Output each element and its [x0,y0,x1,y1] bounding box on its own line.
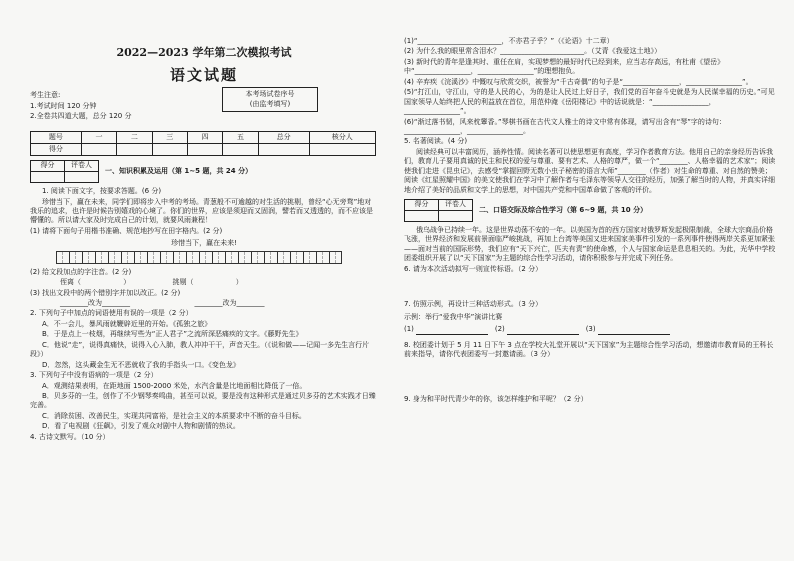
q9: 9. 身为和平时代青少年的你，该怎样维护和平呢？（2 分） [404,395,588,404]
score-cell[interactable] [187,144,222,156]
grid-cell[interactable] [225,251,238,264]
grid-cell[interactable] [212,251,225,264]
grid-cell[interactable] [264,251,277,264]
score-table [30,131,376,156]
grid-cell[interactable] [316,251,329,264]
grid-cell[interactable] [329,251,342,264]
grader-score-cell[interactable] [31,172,65,183]
grid-cell[interactable] [147,251,160,264]
score-header: 二 [117,132,152,144]
q5-body: 阅读经典可以丰富阅历，涵养性情。阅读名著可以使思想更有高度，学习作者教育方法。他用自己的亲身经历告诉我们，教育儿子要用真诚的民主和民权的爱与尊重、要有艺术、人格的尊严，做一个“________、人格幸福的艺术家”；阅读使我们走进《昆虫记》，去感受“掌握回野无数小虫子秘密的语言大师”________（作者）对生命的尊重、对自然的赞美；阅读《红星照耀中国》的美文使我们在学习中了解作者与毛泽东等领导人交往的经历，加强了解当时的人物，并真实详细地介绍了美好的品质和文学上的思想，对中国共产党和中国革命做了客观的评价。 [404,147,776,194]
q4-5: (5)“打江山，守江山，守的是人民的心，为的是让人民过上好日子，我们党的百年奋斗史就是为人民谋幸福的历史。”可见国家领导人始终把人民的利益放在首位，用范仲淹《岳阳楼记》中的话说就是：“________________，________________”。 [404,88,775,116]
q7: 7. 仿照示例，再设计三种活动形式。（3 分） [404,300,543,309]
q1-2-items [30,278,378,287]
q3-option-d: D．看了电视剧《狂飙》，引发了观众对剧中人物和剧情的热议。 [42,422,240,431]
q4-1: (1)“________________________，不亦君子乎？”（《论语》十二章） [404,37,614,45]
q7-blank-label: (2) [494,325,505,334]
grader-score-label: 得分 [405,200,439,211]
grader-reviewer-cell[interactable] [65,172,99,183]
grid-cell[interactable] [199,251,212,264]
score-header: 四 [187,132,222,144]
notice-label: 考生注意: [30,91,61,100]
q7-blank-2[interactable] [507,327,579,335]
q7-blank-label: (3) [585,325,596,334]
q1-3: (3) 找出文段中的两个错别字并加以改正。(2 分) [30,288,181,297]
score-header: 三 [152,132,187,144]
score-header: 一 [81,132,116,144]
score-cell[interactable] [223,144,258,156]
grid-cell[interactable] [134,251,147,264]
tianzige-grid[interactable] [56,251,378,264]
copy-sentence: 珍惜当下，赢在未来! [171,239,237,248]
section1-header [30,160,378,183]
score-cell[interactable] [152,144,187,156]
q7-blanks [404,325,778,334]
q7-example: 示例：举行“爱我中华”演讲比赛 [404,312,503,321]
notice-block [30,91,378,129]
section2-title: 二、口语交际及综合性学习（第 6~9 题，共 10 分） [479,205,648,214]
score-header: 五 [223,132,258,144]
grader-table [404,199,473,222]
score-cell[interactable] [309,144,375,156]
notice-item: 2.全卷共四道大题，总分 120 分 [30,111,132,120]
grid-cell[interactable] [277,251,290,264]
grid-cell[interactable] [251,251,264,264]
q4-4: (4) 辛弃疾《浣溪沙》中慨叹与欣赏交织，被誉为“千古奇偶”的句子是“________________，________________”。 [404,77,753,86]
score-cell[interactable] [81,144,116,156]
q8: 8. 校团委计划于 5 月 11 日下午 3 点在学校大礼堂开展以“天下国家”为主题综合性学习活动，想邀请市教育局的王科长前来指导，请你代表团委写一封邀请函。（3 分） [404,340,774,358]
grid-cell[interactable] [82,251,95,264]
q1-2-item: 侄离（ ） [60,278,131,287]
notice-item: 1.考试时间 120 分钟 [30,101,97,110]
grid-cell[interactable] [290,251,303,264]
grid-cell[interactable] [121,251,134,264]
grid-cell[interactable] [186,251,199,264]
exam-year-title: 2022—2023 学年第二次模拟考试 [116,46,292,59]
grid-cell[interactable] [173,251,186,264]
grid-cell[interactable] [95,251,108,264]
q1-passage: 珍惜当下，赢在未来，同学们即将步入中考的考场。青葱般不可逾越的对生活的挑剔，曾经“心无旁骛”地对我乐的追求，也许是时候告别嬉戏的心境了。你们的世界，应该是须迎而又固润，譬若而又透透的，而不应该是懵懂的。所以请大家及时完成自己的计划，就要风雨兼程！ [30,197,373,225]
q5-stem: 5. 名著阅读。(4 分) [404,137,468,146]
grader-reviewer-label: 评卷人 [65,161,99,172]
q1-3-item: ________改为________ [60,299,130,308]
score-header: 核分人 [309,132,375,144]
q2-option-c: C．他说“走”，说得真痛快，说得入心入肺，教人冲冲干干，声音天生。（《说和做——记闻一多先生言行片段》） [30,340,370,359]
q1-1: (1) 请将下面句子用楷书准确、规范地抄写在田字格内。(2 分) [30,226,223,235]
grid-cell[interactable] [56,251,69,264]
grid-cell[interactable] [108,251,121,264]
seat-number-box: 本考场试卷序号 (由监考填写) [222,87,318,112]
score-row-label: 得分 [31,144,82,156]
q3-option-c: C．消除贫困、改善民生，实现共同富裕，是社会主义的本质要求中不断的奋斗目标。 [42,411,306,420]
q1-3-items [30,299,378,308]
left-column [0,0,392,561]
q7-blank-1[interactable] [416,327,488,335]
q2-option-b: B．于是点上一枝烟，再继续写些为“正人君子”之流所深恶痛疾的文字。《藤野先生》 [42,330,303,339]
q4-3: (3) 新时代的青年是逢其时、重任在肩，实现梦想的最好时代已经到来，应当志存高远，有杜甫《望岳》中“________________，________________”的理想抱负。 [404,57,725,76]
grader-table [30,160,99,183]
q3-option-b: B．贝多芬的一生，创作了不少钢琴奏鸣曲，甚至可以说，要是没有这种形式是通过贝多芬的艺术实践才日臻完善。 [30,391,376,410]
q2-stem: 2. 下列句子中加点的词语使用有误的一项是（2 分） [30,309,193,318]
q1-2-item: 挑剔（ ） [172,278,243,287]
q6: 6. 请为本次活动拟写一则宣传标语。（2 分） [404,264,543,273]
grid-cell[interactable] [238,251,251,264]
q1-stem: 1. 阅读下面文字，按要求答题。(6 分) [42,187,162,196]
right-column [394,0,794,561]
grid-cell[interactable] [303,251,316,264]
score-cell[interactable] [258,144,309,156]
section1-title: 一、知识积累及运用（第 1~5 题，共 24 分） [105,166,253,175]
q2-option-d: D．忽然，这头藏金生无不恶就收了我的手指头一口。《变色龙》 [42,360,240,369]
q3-option-a: A．观测结果表明，在距地面 1500-2000 米处，水汽含量是比地面相比降低了一倍。 [42,381,307,390]
q4-stem: 4. 古诗文默写。（10 分） [30,432,110,441]
grader-reviewer-label: 评卷人 [439,200,473,211]
q1-2: (2) 给文段加点的字注音。(2 分) [30,267,132,276]
score-header: 总分 [258,132,309,144]
q7-blank-3[interactable] [598,327,670,335]
section2-header [404,199,778,222]
score-cell[interactable] [117,144,152,156]
grader-score-cell[interactable] [405,211,439,222]
grid-cell[interactable] [160,251,173,264]
q1-3-item: ________改为________ [194,299,265,308]
q4-2: (2) 为什么我的眼里常含泪水？________________________。（艾青《我爱这土地》） [404,47,662,56]
grader-score-label: 得分 [31,161,65,172]
grader-reviewer-cell[interactable] [439,211,473,222]
section2-passage: 俄乌战争已持续一年。这是世界动荡不安的一年。以美国为首的西方国家对俄罗斯发起极限制裁，全球大宗商品价格飞涨，世界经济和发展前景面临严峻挑战，再加上台湾等美国又进来国家美事件引发的一系列事件使得两岸关系更加紧张——面对当前的国际形势，我们应有“天下兴亡，匹夫有责”的使命感，个人与国家命运是息息相关的。为此，光华中学校团委组织开展了以“天下国家”为主题的综合性学习活动，请你积极参与并完成下列任务。 [404,226,776,263]
exam-subject-title: 语文试题 [169,65,238,84]
q2-option-a: A．不一会儿，暴风雨就鞭辟近里的开始。《孤独之旅》 [42,319,212,328]
score-header: 题号 [31,132,82,144]
q4-6: (6)“渐过落书韧，风来枕簟香。”琴棋书画在古代文人雅士的诗文中常有体现，请写出含有“琴”字的诗句：________________，________________。 [404,117,726,135]
q3-stem: 3. 下列句子中没有语病的一项是（2 分） [30,371,158,380]
grid-cell[interactable] [69,251,82,264]
q7-blank-label: (1) [404,325,414,334]
